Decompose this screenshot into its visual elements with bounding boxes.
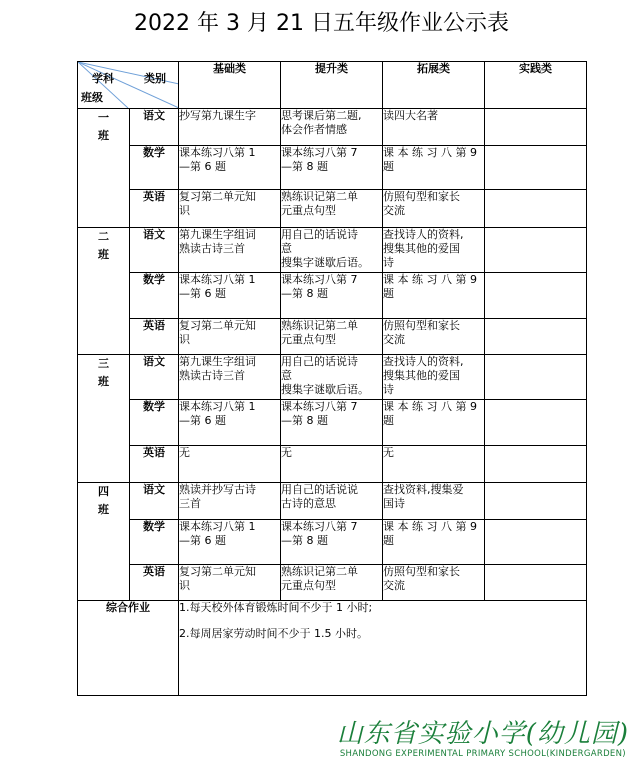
table-cell — [383, 228, 485, 273]
cell-text: 课本练习八第 7 —第 8 题 — [281, 146, 358, 173]
table-cell — [383, 319, 485, 355]
school-logo — [337, 713, 629, 759]
table-row — [78, 109, 587, 146]
table-cell — [179, 190, 281, 228]
table-row — [78, 273, 587, 319]
subject-label: 语文 — [130, 109, 179, 146]
cell-text: 复习第二单元知 识 — [179, 319, 256, 346]
cell-text: 第九课生字组词 熟读古诗三首 — [179, 355, 256, 382]
table-cell — [485, 190, 587, 228]
table-cell — [383, 483, 485, 520]
table-cell — [281, 400, 383, 446]
subject-label: 数学 — [130, 273, 179, 319]
table-cell — [383, 273, 485, 319]
cell-text: 无 — [281, 446, 292, 459]
cell-text: 用自己的话说说 古诗的意思 — [281, 483, 358, 510]
table-cell — [281, 190, 383, 228]
summary-label: 综合作业 — [78, 601, 179, 696]
cell-text: 思考课后第二题, 体会作者情感 — [281, 109, 362, 136]
homework-table — [77, 61, 587, 696]
table-cell — [281, 565, 383, 601]
cell-text: 课 本 练 习 八 第 9 题 — [383, 400, 477, 427]
cell-text: 熟练识记第二单 元重点句型 — [281, 319, 358, 346]
table-cell — [281, 228, 383, 273]
cell-text: 熟读并抄写古诗 三首 — [179, 483, 256, 510]
subject-label: 语文 — [130, 355, 179, 400]
table-cell — [179, 146, 281, 190]
table-cell — [485, 565, 587, 601]
cell-text: 课 本 练 习 八 第 9 题 — [383, 146, 477, 173]
summary-content — [179, 601, 587, 696]
cell-text: 课本练习八第 1 —第 6 题 — [179, 400, 256, 427]
corner-subject-label: 学科 — [92, 72, 114, 85]
class-label — [78, 355, 130, 483]
corner-header — [78, 62, 179, 109]
table-cell — [383, 355, 485, 400]
table-cell — [179, 520, 281, 565]
cell-text: 查找诗人的资料, 搜集其他的爱国 诗 — [383, 228, 464, 269]
cell-text: 用自己的话说诗 意 搜集字谜歇后语。 — [281, 228, 369, 269]
class-label — [78, 109, 130, 228]
table-row — [78, 565, 587, 601]
table-row — [78, 520, 587, 565]
summary-item: 2.每周居家劳动时间不少于 1.5 小时。 — [179, 627, 368, 640]
subject-label: 英语 — [130, 319, 179, 355]
table-cell — [281, 446, 383, 483]
cell-text: 无 — [383, 446, 394, 459]
cell-text: 仿照句型和家长 交流 — [383, 565, 460, 592]
cell-text: 无 — [179, 446, 190, 459]
class-label-char: 二 — [98, 230, 109, 243]
table-cell — [485, 146, 587, 190]
class-label — [78, 483, 130, 601]
table-cell — [281, 520, 383, 565]
column-header-advanced: 提升类 — [281, 62, 383, 109]
column-header-practice: 实践类 — [485, 62, 587, 109]
table-row — [78, 146, 587, 190]
table-cell — [179, 565, 281, 601]
corner-category-label: 类别 — [144, 72, 166, 85]
table-cell — [485, 109, 587, 146]
subject-label: 数学 — [130, 520, 179, 565]
subject-label: 数学 — [130, 400, 179, 446]
table-cell — [179, 228, 281, 273]
table-cell — [179, 446, 281, 483]
table-cell — [281, 355, 383, 400]
cell-text: 仿照句型和家长 交流 — [383, 319, 460, 346]
table-cell — [383, 146, 485, 190]
subject-label: 数学 — [130, 146, 179, 190]
table-cell — [383, 190, 485, 228]
class-label-char: 班 — [98, 503, 109, 516]
table-cell — [383, 520, 485, 565]
cell-text: 第九课生字组词 熟读古诗三首 — [179, 228, 256, 255]
cell-text: 查找资料,搜集爱 国诗 — [383, 483, 464, 510]
table-cell — [179, 483, 281, 520]
header-row — [78, 62, 587, 109]
table-row — [78, 400, 587, 446]
table-row — [78, 355, 587, 400]
cell-text: 复习第二单元知 识 — [179, 190, 256, 217]
table-cell — [485, 520, 587, 565]
table-cell — [281, 483, 383, 520]
cell-text: 课 本 练 习 八 第 9 题 — [383, 520, 477, 547]
corner-class-label: 班级 — [81, 91, 103, 104]
table-cell — [281, 146, 383, 190]
class-label-char: 一 — [98, 111, 109, 124]
column-header-basic: 基础类 — [179, 62, 281, 109]
cell-text: 课本练习八第 1 —第 6 题 — [179, 273, 256, 300]
table-cell — [179, 400, 281, 446]
subject-label: 语文 — [130, 228, 179, 273]
table-cell — [281, 109, 383, 146]
subject-label: 英语 — [130, 446, 179, 483]
table-cell — [281, 273, 383, 319]
table-cell — [383, 109, 485, 146]
summary-item: 1.每天校外体育锻炼时间不少于 1 小时; — [179, 601, 373, 614]
table-cell — [179, 355, 281, 400]
table-cell — [485, 355, 587, 400]
summary-row — [78, 601, 587, 696]
table-cell — [281, 319, 383, 355]
subject-label: 语文 — [130, 483, 179, 520]
table-row — [78, 446, 587, 483]
class-label-char: 班 — [98, 375, 109, 388]
cell-text: 课 本 练 习 八 第 9 题 — [383, 273, 477, 300]
table-cell — [485, 228, 587, 273]
column-header-extended: 拓展类 — [383, 62, 485, 109]
cell-text: 课本练习八第 1 —第 6 题 — [179, 146, 256, 173]
cell-text: 复习第二单元知 识 — [179, 565, 256, 592]
school-logo-chinese: 山东省实验小学(幼儿园) — [336, 719, 629, 749]
table-cell — [179, 319, 281, 355]
table-cell — [485, 400, 587, 446]
cell-text: 课本练习八第 1 —第 6 题 — [179, 520, 256, 547]
table-row — [78, 319, 587, 355]
cell-text: 读四大名著 — [383, 109, 438, 122]
cell-text: 课本练习八第 7 —第 8 题 — [281, 400, 358, 427]
class-label-char: 三 — [98, 357, 109, 370]
table-row — [78, 190, 587, 228]
cell-text: 用自己的话说诗 意 搜集字谜歇后语。 — [281, 355, 369, 396]
cell-text: 课本练习八第 7 —第 8 题 — [281, 273, 358, 300]
class-label-char: 四 — [98, 485, 109, 498]
table-cell — [383, 400, 485, 446]
table-cell — [485, 273, 587, 319]
subject-label: 英语 — [130, 565, 179, 601]
class-label-char: 班 — [98, 129, 109, 142]
cell-text: 抄写第九课生字 — [179, 109, 256, 122]
table-cell — [179, 273, 281, 319]
table-cell — [485, 483, 587, 520]
cell-text: 查找诗人的资料, 搜集其他的爱国 诗 — [383, 355, 464, 396]
subject-label: 英语 — [130, 190, 179, 228]
document-title: 2022 年 3 月 21 日五年级作业公示表 — [134, 11, 509, 36]
table-row — [78, 483, 587, 520]
cell-text: 熟练识记第二单 元重点句型 — [281, 190, 358, 217]
class-label-char: 班 — [98, 248, 109, 261]
table-cell — [485, 319, 587, 355]
cell-text: 课本练习八第 7 —第 8 题 — [281, 520, 358, 547]
cell-text: 熟练识记第二单 元重点句型 — [281, 565, 358, 592]
table-cell — [383, 446, 485, 483]
table-cell — [383, 565, 485, 601]
table-cell — [485, 446, 587, 483]
school-logo-english: SHANDONG EXPERIMENTAL PRIMARY SCHOOL(KINDERGARDEN) — [339, 749, 626, 759]
cell-text: 仿照句型和家长 交流 — [383, 190, 460, 217]
table-row — [78, 228, 587, 273]
class-label — [78, 228, 130, 355]
table-cell — [179, 109, 281, 146]
